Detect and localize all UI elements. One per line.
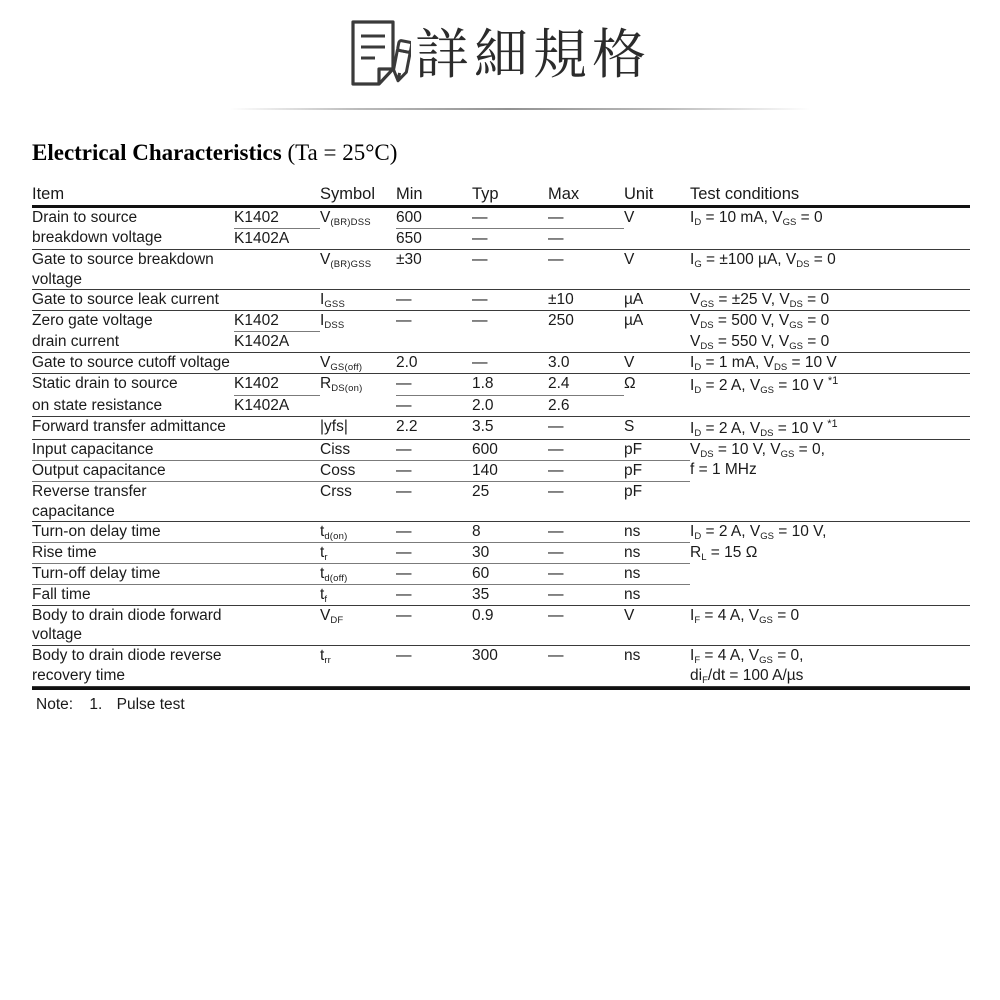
cell-test: $V_{DS} = 10$ V, $V_{GS} = 0$,: [690, 441, 825, 461]
table-row: [32, 543, 970, 564]
cell-test: [690, 396, 970, 417]
cell-item: Gate to source leak current: [32, 290, 234, 311]
cell-part: [234, 543, 320, 564]
table-row: [32, 311, 970, 332]
cell-min: —: [396, 646, 472, 687]
cell-part: K1402A: [234, 332, 320, 353]
table-row: [32, 228, 970, 249]
cell-item: Gate to source breakdown voltage: [32, 249, 234, 290]
cell-unit: S: [624, 417, 690, 440]
cell-max: —: [548, 249, 624, 290]
cell-typ: 25: [472, 481, 548, 522]
cell-typ: 30: [472, 543, 548, 564]
cell-unit: [624, 396, 690, 417]
cell-test: [690, 481, 970, 522]
cell-unit: pF: [624, 440, 690, 461]
cell-min: 2.2: [396, 417, 472, 440]
cell-item: Zero gate voltage: [32, 312, 153, 330]
section-title-text: Electrical Characteristics: [32, 140, 282, 165]
cell-item: drain current: [32, 332, 234, 353]
cell-typ: 3.5: [472, 417, 548, 440]
cell-symbol: $t_f$: [320, 584, 396, 605]
table-row: [32, 564, 970, 585]
cell-test: [690, 564, 970, 585]
cell-test: $V_{DS} = 500$ V, $V_{GS} = 0$: [690, 312, 830, 332]
cell-test: $R_L = 15$ Ω: [690, 543, 758, 563]
table-row: [32, 481, 970, 522]
cell-symbol: $V_{GS(off)}$: [320, 352, 396, 373]
cell-test: $I_D = 2$ A, $V_{GS} = 10$ V $^{*1}$: [690, 374, 839, 396]
cell-item: Input capacitance: [32, 440, 234, 461]
cell-max: —: [548, 228, 624, 249]
cell-part: K1402: [234, 373, 320, 395]
cell-item: Output capacitance: [32, 460, 234, 481]
table-header-row: [32, 184, 970, 207]
electrical-characteristics-table-wrap: [32, 184, 970, 687]
table-bottom-rule: [32, 687, 970, 690]
table-row: [32, 290, 970, 311]
cell-unit: pF: [624, 481, 690, 522]
cell-unit: ns: [624, 584, 690, 605]
table-header: [32, 184, 970, 207]
cell-part: [234, 460, 320, 481]
cell-max: —: [548, 417, 624, 440]
cell-typ: —: [472, 290, 548, 311]
cell-typ: 300: [472, 646, 548, 687]
cell-typ: —: [472, 228, 548, 249]
table-row: [32, 440, 970, 461]
cell-min: —: [396, 312, 412, 330]
cell-unit: ns: [624, 646, 690, 687]
cell-min: 650: [396, 228, 472, 249]
footnote-text: Pulse test: [116, 695, 185, 713]
cell-unit: pF: [624, 460, 690, 481]
cell-unit: ns: [624, 564, 690, 585]
cell-test: $I_F = 4$ A, $V_{GS} = 0$, $di_F/dt = 100$ A/µs: [690, 646, 970, 687]
cell-item: Rise time: [32, 543, 234, 564]
cell-symbol: Ciss: [320, 440, 396, 461]
cell-symbol: $V_{(BR)GSS}$: [320, 249, 396, 290]
cell-min: —: [396, 564, 472, 585]
cell-max: —: [548, 460, 624, 481]
table-row: [32, 584, 970, 605]
section-title-condition: (Ta = 25°C): [287, 140, 398, 165]
document-pen-icon: [349, 19, 411, 91]
cell-item: breakdown voltage: [32, 228, 234, 249]
cell-min: 2.0: [396, 352, 472, 373]
cell-symbol: $V_{(BR)DSS}$: [320, 209, 371, 229]
cell-min: 600: [396, 207, 472, 229]
cell-part: [234, 481, 320, 522]
cell-max: 2.6: [548, 396, 624, 417]
cell-test: $V_{GS} = \pm 25$ V, $V_{DS} = 0$: [690, 290, 970, 311]
cell-item: Turn-on delay time: [32, 522, 234, 543]
table-row: [32, 352, 970, 373]
cell-typ: 0.9: [472, 605, 548, 646]
cell-typ: —: [472, 352, 548, 373]
cell-max: [548, 332, 624, 353]
cell-unit: V: [624, 209, 635, 227]
column-header-min: Min: [396, 185, 423, 203]
cell-max: —: [548, 605, 624, 646]
cell-typ: —: [472, 312, 488, 330]
page-title: [32, 140, 1000, 166]
cell-symbol: [320, 228, 396, 249]
table-row: [32, 417, 970, 440]
cell-symbol: |yfs|: [320, 417, 396, 440]
cell-symbol: Coss: [320, 460, 396, 481]
cell-part: K1402: [234, 207, 320, 229]
cell-part: K1402A: [234, 228, 320, 249]
cell-min: —: [396, 290, 472, 311]
cell-min: —: [396, 481, 472, 522]
cell-max: 3.0: [548, 352, 624, 373]
cell-symbol: $t_{rr}$: [320, 646, 396, 687]
cell-max: —: [548, 440, 624, 461]
table-row: [32, 373, 970, 395]
cell-unit: [624, 332, 690, 353]
cell-test: $I_F = 4$ A, $V_{GS} = 0$: [690, 605, 970, 646]
cell-part: [234, 440, 320, 461]
column-header-max: Max: [548, 185, 580, 203]
cell-min: —: [396, 440, 472, 461]
cell-typ: 1.8: [472, 373, 548, 395]
table-row: [32, 460, 970, 481]
cell-item: Forward transfer admittance: [32, 417, 234, 440]
cell-part: K1402: [234, 311, 320, 332]
cell-symbol: $R_{DS(on)}$: [320, 374, 363, 394]
cell-test: $I_D = 2$ A, $V_{DS} = 10$ V $^{*1}$: [690, 417, 970, 440]
column-header-symbol: Symbol: [320, 185, 376, 203]
banner-title: 詳細規格: [415, 23, 651, 86]
cell-max: ±10: [548, 290, 624, 311]
cell-test: $I_D = 2$ A, $V_{GS} = 10$ V,: [690, 523, 827, 543]
table-row: [32, 396, 970, 417]
footnote-label: Note:: [36, 695, 74, 713]
cell-part: [234, 352, 320, 373]
cell-unit: [624, 228, 690, 249]
cell-test: $I_D = 1$ mA, $V_{DS} = 10$ V: [690, 352, 970, 373]
footnote: [36, 696, 1000, 714]
cell-max: 2.4: [548, 373, 624, 395]
cell-part: [234, 417, 320, 440]
column-header-unit: Unit: [624, 185, 654, 203]
cell-test: f = 1 MHz: [690, 461, 757, 479]
cell-part: K1402A: [234, 396, 320, 417]
cell-typ: 8: [472, 522, 548, 543]
cell-unit: V: [624, 249, 690, 290]
table-row: [32, 605, 970, 646]
table-row: [32, 332, 970, 353]
cell-min: —: [396, 522, 472, 543]
cell-typ: —: [472, 207, 548, 229]
cell-typ: —: [472, 249, 548, 290]
cell-typ: 60: [472, 564, 548, 585]
cell-test: $I_G = \pm 100$ µA, $V_{DS} = 0$: [690, 249, 970, 290]
cell-unit: ns: [624, 543, 690, 564]
footnote-index: 1.: [89, 695, 103, 713]
cell-max: —: [548, 207, 624, 229]
column-header-test: Test conditions: [690, 185, 800, 203]
cell-symbol: $V_{DF}$: [320, 605, 396, 646]
cell-test: [690, 228, 970, 249]
cell-item: on state resistance: [32, 396, 234, 417]
column-header-item: Item: [32, 185, 65, 203]
cell-symbol: $I_{DSS}$: [320, 312, 345, 332]
cell-typ: [472, 332, 548, 353]
cell-min: —: [396, 543, 472, 564]
cell-min: —: [396, 584, 472, 605]
cell-symbol: $t_{d(off)}$: [320, 564, 396, 585]
table-body: [32, 207, 970, 687]
cell-part: [234, 290, 320, 311]
cell-max: 250: [548, 312, 574, 330]
cell-test: $I_D = 10$ mA, $V_{GS} = 0$: [690, 209, 823, 229]
cell-item: Gate to source cutoff voltage: [32, 352, 234, 373]
cell-item: Drain to source: [32, 209, 138, 227]
column-header-part: [234, 184, 320, 207]
cell-part: [234, 584, 320, 605]
cell-symbol: $t_{d(on)}$: [320, 522, 396, 543]
cell-symbol: [320, 332, 396, 353]
cell-symbol: [320, 396, 396, 417]
cell-unit: Ω: [624, 374, 636, 392]
cell-part: [234, 249, 320, 290]
cell-symbol: $t_r$: [320, 543, 396, 564]
cell-min: [396, 332, 472, 353]
cell-max: —: [548, 584, 624, 605]
cell-min: —: [396, 396, 472, 417]
cell-unit: µA: [624, 312, 644, 330]
cell-symbol: $I_{GSS}$: [320, 290, 396, 311]
table-row: [32, 522, 970, 543]
cell-typ: 600: [472, 440, 548, 461]
cell-symbol: Crss: [320, 481, 396, 522]
cell-part: [234, 564, 320, 585]
table-row: [32, 207, 970, 229]
cell-max: —: [548, 646, 624, 687]
cell-max: —: [548, 564, 624, 585]
cell-item: Fall time: [32, 584, 234, 605]
cell-part: [234, 605, 320, 646]
cell-max: —: [548, 522, 624, 543]
cell-part: [234, 522, 320, 543]
cell-min: —: [396, 460, 472, 481]
cell-max: —: [548, 543, 624, 564]
cell-min: ±30: [396, 249, 472, 290]
cell-typ: 140: [472, 460, 548, 481]
cell-unit: µA: [624, 290, 690, 311]
cell-min: —: [396, 605, 472, 646]
column-header-typ: Typ: [472, 185, 499, 203]
cell-item: Body to drain diode forward voltage: [32, 605, 234, 646]
cell-typ: 2.0: [472, 396, 548, 417]
cell-typ: 35: [472, 584, 548, 605]
page-header-banner: [0, 0, 1000, 118]
electrical-characteristics-table: [32, 184, 970, 687]
cell-item: Body to drain diode reverse recovery time: [32, 646, 234, 687]
banner-divider: [230, 108, 810, 110]
table-row: [32, 646, 970, 687]
cell-test: $V_{DS} = 550$ V, $V_{GS} = 0$: [690, 332, 970, 353]
table-row: [32, 249, 970, 290]
cell-unit: ns: [624, 522, 690, 543]
cell-min: —: [396, 373, 472, 395]
cell-test: [690, 584, 970, 605]
cell-unit: V: [624, 352, 690, 373]
cell-item: Reverse transfer capacitance: [32, 481, 234, 522]
cell-item: Turn-off delay time: [32, 564, 234, 585]
cell-item: Static drain to source: [32, 374, 178, 392]
cell-part: [234, 646, 320, 687]
cell-max: —: [548, 481, 624, 522]
cell-unit: V: [624, 605, 690, 646]
